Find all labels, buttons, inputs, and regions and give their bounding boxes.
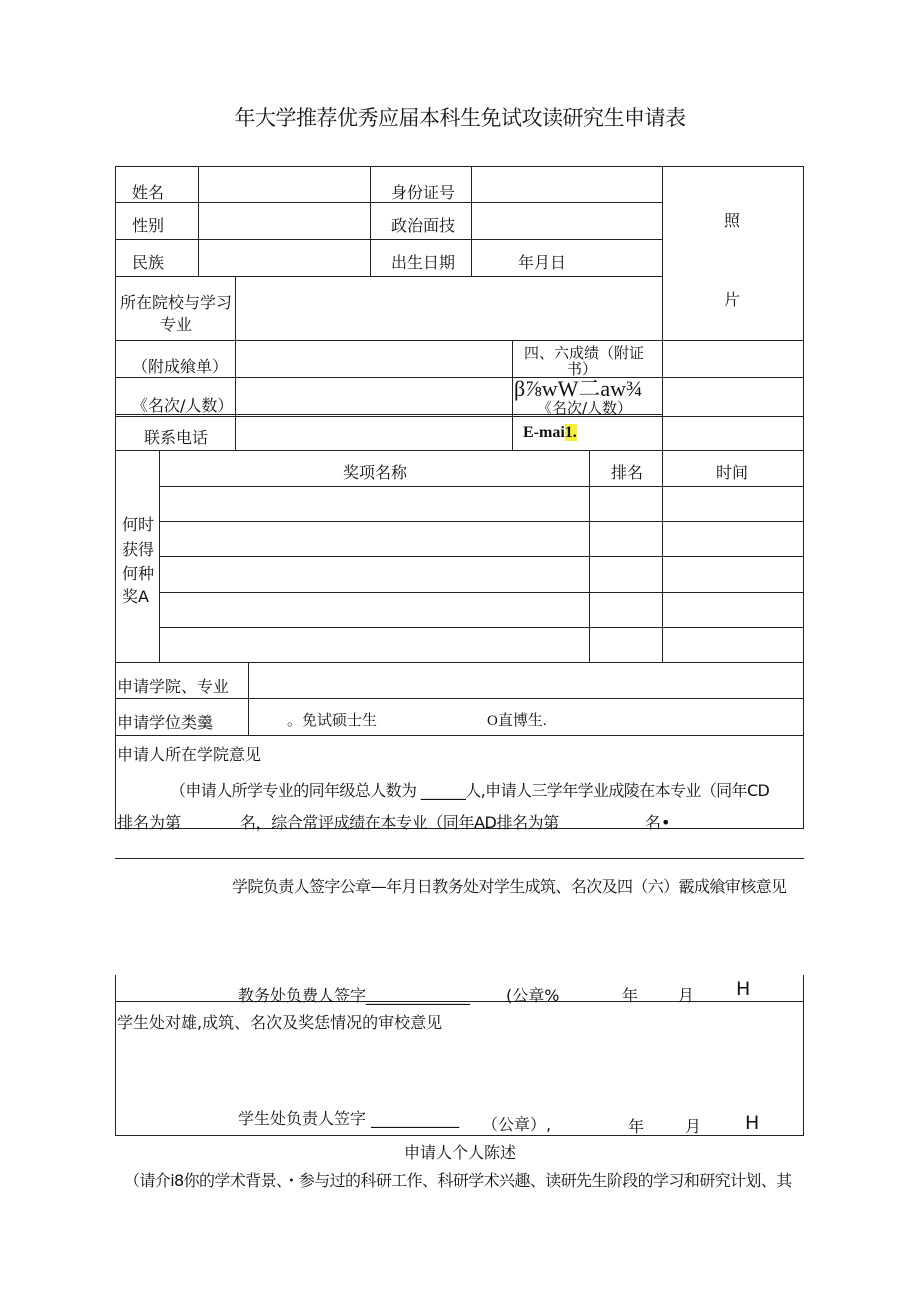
garbled-text: β⅞wW二aw¾ xyxy=(514,376,643,401)
statement-heading: 申请人个人陈述 xyxy=(403,1143,516,1162)
option-master[interactable]: 。免试硕士生 xyxy=(287,713,378,729)
student-office-seal: （公章）, xyxy=(482,1115,552,1134)
cet-label-1: 四、六成绩（附证 xyxy=(524,344,645,362)
page-title: 年大学推荐优秀应届本科生免试攻读研究生申请表 xyxy=(234,106,686,130)
college-opinion-line2-c: 名• xyxy=(645,813,671,832)
college-sign-line: 学院负责人签字公章—年月日教务处对学生成筑、名次及四（六）霰成飨审核意见 xyxy=(232,877,787,896)
student-office-day: H xyxy=(745,1112,760,1134)
phone-label: 联系电话 xyxy=(144,428,209,447)
birth-date-value: 年月日 xyxy=(518,253,567,272)
college-opinion-line2-b: 名，综合常评成绩在本专业（同年AD排名为第 xyxy=(240,813,559,832)
awards-side-label-4: 奖A xyxy=(122,587,149,606)
political-status-label: 政治面技 xyxy=(391,216,456,235)
academic-office-month: 月 xyxy=(678,986,695,1005)
email-label: E-mai1. xyxy=(523,424,577,441)
academic-office-sign: 教务处负费人签字_____________ xyxy=(238,986,471,1005)
degree-type-label: 申请学位类羹 xyxy=(117,713,214,732)
college-opinion-heading: 申请人所在学院意见 xyxy=(117,745,262,764)
school-major-label-2: 专业 xyxy=(160,315,193,334)
award-name-header: 奖项名称 xyxy=(343,463,408,482)
photo-label-1: 照 xyxy=(724,211,741,230)
cet-label-2: 书） xyxy=(567,360,598,378)
ethnicity-label: 民族 xyxy=(132,253,165,272)
college-opinion-line2-a: 排名为第 xyxy=(117,813,182,832)
photo-label-2: 片 xyxy=(724,290,741,309)
award-time-header: 时间 xyxy=(716,463,749,482)
awards-side-label-2: 获得 xyxy=(122,540,155,559)
option-phd[interactable]: O直博生. xyxy=(487,713,547,729)
statement-text: （请介i8你的学术背景、・参与过的科研工作、科研学术兴趣、读研先生阶段的学习和研究计划、其 xyxy=(124,1171,792,1190)
awards-side-label-1: 何时 xyxy=(122,515,155,534)
transcript-label: （附成飨单） xyxy=(132,357,229,376)
birth-date-label: 出生日期 xyxy=(391,253,456,272)
academic-office-seal: (公章% xyxy=(506,986,560,1005)
awards-side-label-3: 何种 xyxy=(122,564,155,583)
name-label: 姓名 xyxy=(132,183,165,202)
award-rank-header: 排名 xyxy=(611,463,644,482)
gender-label: 性别 xyxy=(132,216,165,235)
id-number-label: 身份证号 xyxy=(391,183,456,202)
rank-label-right: 《名次/人数） xyxy=(537,399,633,417)
academic-office-year: 年 xyxy=(622,986,639,1005)
apply-college-label: 申请学院、专业 xyxy=(117,677,230,696)
student-office-year: 年 xyxy=(628,1117,645,1136)
student-office-month: 月 xyxy=(685,1117,702,1136)
student-office-sign: 学生处负责人笠字 ___________ xyxy=(238,1109,460,1128)
college-opinion-line1: （申请人所学专业的同年级总人数为 ______人,申请人三学年学业成陵在本专业（同年CD xyxy=(170,781,770,800)
rank-label-left: 《名次/人数） xyxy=(132,396,234,415)
school-major-label-1: 所在院校与学习 xyxy=(120,293,233,312)
academic-office-day: H xyxy=(736,978,751,1000)
student-office-heading: 学生处对雄,成筑、名次及奖恁情况的审校意见 xyxy=(117,1013,443,1032)
